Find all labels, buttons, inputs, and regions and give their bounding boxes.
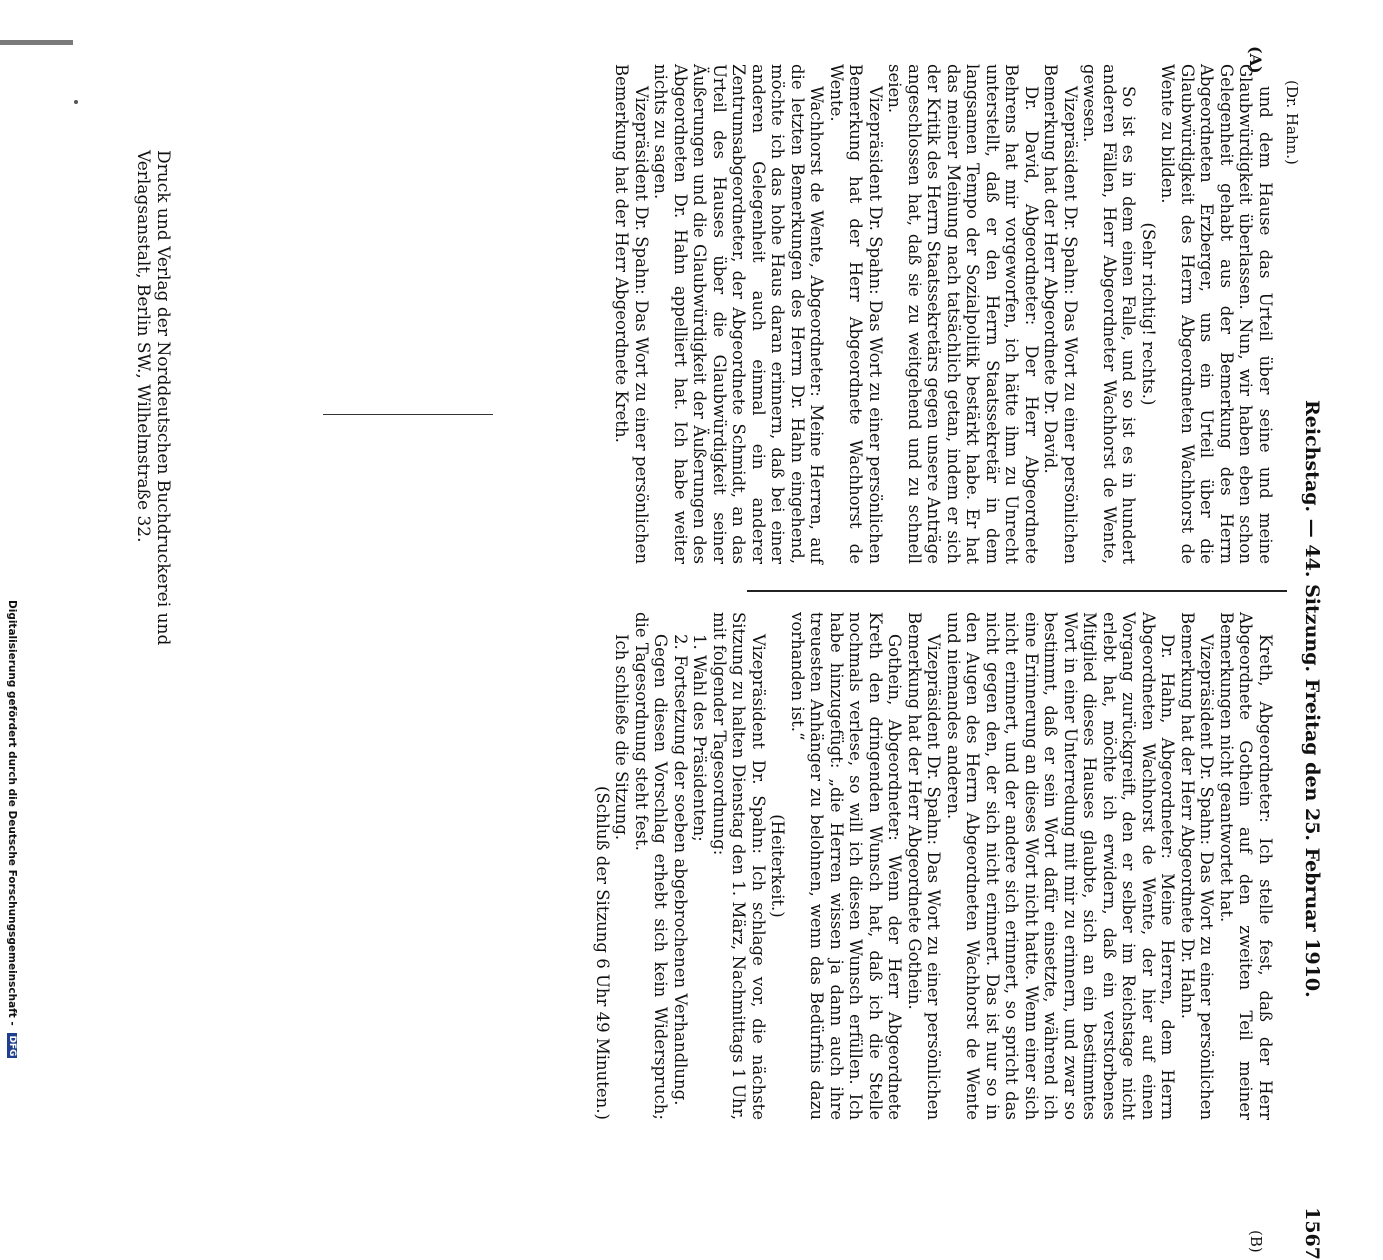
paragraph: Vizepräsident Dr. Spahn: Das Wort zu einer persönlichen Bemerkung hat der Herr Abgeordnete Wachhorst de Wente.	[827, 64, 885, 564]
paragraph: So ist es in dem einen Falle, und so ist es in hundert anderen Fällen, Herr Abgeordneter Wachhorst de Wente, gewesen.	[1080, 64, 1139, 564]
page-number: 1567	[1301, 1207, 1323, 1260]
right-text-column	[593, 612, 1276, 1120]
annotation-line: (Schluß der Sitzung 6 Uhr 49 Minuten.)	[593, 786, 612, 1120]
paragraph: 2. Fortsetzung der soeben abgebrochenen Verhandlung.	[671, 634, 690, 1106]
paragraph: Vizepräsident Dr. Spahn: Das Wort zu einer persönlichen Bemerkung hat der Herr Abgeordnete Dr. Hahn.	[1178, 612, 1217, 1120]
paragraph: Vizepräsident Dr. Spahn: Ich schlage vor, die nächste Sitzung zu halten Dienstag den 1. März, Nachmittags 1 Uhr, mit folgender Tagesordnung:	[710, 612, 768, 1120]
page-title: Reichstag. — 44. Sitzung. Freitag den 25. Februar 1910.	[1301, 400, 1323, 998]
paragraph: Gegen diesen Vorschlag erhebt sich kein Widerspruch; die Tagesordnung steht fest.	[632, 612, 671, 1120]
paragraph: Gothein, Abgeordneter: Wenn der Herr Abgeordnete Kreth den dringenden Wunsch hat, daß ich die Stelle nochmals verlese, so will ich diesen Wunsch erfüllen. Ich habe hinzugefügt: „die Herren wissen ja dann auch ihre treuesten Anhänger zu belohnen, wenn das Bedürfnis dazu vorhanden ist.“	[788, 612, 905, 1120]
running-head-speaker: (Dr. Hahn.)	[1283, 80, 1301, 165]
annotation-line: (Sehr richtig! rechts.)	[1139, 222, 1158, 406]
footer-strip	[0, 0, 20, 1057]
printer-imprint: Druck und Verlag der Norddeutschen Buchdruckerei und Verlagsanstalt, Berlin SW., Wilhelmstraße 32.	[133, 150, 173, 646]
digitization-credit	[6, 600, 18, 1057]
margin-marker-b: (B)	[1247, 1230, 1265, 1253]
dfg-logo-icon: DFG	[7, 1035, 17, 1057]
scan-line	[323, 414, 493, 415]
column-divider	[747, 590, 1287, 592]
paragraph: Vizepräsident Dr. Spahn: Das Wort zu einer persönlichen Bemerkung hat der Herr Abgeordnete Dr. David.	[1041, 64, 1080, 564]
page-header	[1283, 40, 1323, 1260]
margin-marker-a: (A)	[1246, 46, 1265, 74]
paragraph: Vizepräsident Dr. Spahn: Das Wort zu einer persönlichen Bemerkung hat der Herr Abgeordnete Gothein.	[905, 612, 944, 1120]
paragraph: 1. Wahl des Präsidenten;	[690, 634, 710, 842]
digitization-text: Digitalisierung gefördert durch die Deutsche Forschungsgemeinschaft -	[6, 600, 18, 1026]
scan-dot	[74, 100, 78, 104]
paragraph: Wachhorst de Wente, Abgeordneter: Meine Herren, auf die letzten Bemerkungen des Herrn Dr. Hahn eingehend, möchte ich das hohe Haus daran erinnern, daß bei einer anderen Gelegenheit auch einmal ein anderer Zentrumsabgeordneter, der Abgeordnete Schmidt, an das Urteil des Hauses über die Glaubwürdigkeit seiner Äußerungen und die Glaubwürdigkeit der Äußerungen des Abgeordneten Dr. Hahn appelliert hat. Ich habe weiter nichts zu sagen.	[651, 64, 827, 564]
annotation-line: (Heiterkeit.)	[768, 814, 788, 918]
paragraph: und dem Hause das Urteil über seine und meine Glaubwürdigkeit überlassen. Nun, wir haben eben schon Gelegenheit gehabt aus der Bemerkung des Herrn Abgeordneten Erzberger, uns ein Urteil über die Glaubwürdigkeit des Herrn Abgeordneten Wachhorst de Wente zu bilden.	[1158, 64, 1275, 564]
paragraph: Ich schließe die Sitzung.	[612, 634, 632, 841]
paragraph: Dr. Hahn, Abgeordneter: Meine Herren, dem Herrn Abgeordneten Wachhorst de Wente, der hier auf einen Vorgang zurückgreift, den er selber im Reichstage nicht erlebt hat, möchte ich erwidern, daß ein verstorbenes Mitglied dieses Hauses glaubte, sich an ein bestimmtes Wort in einer Unterredung mit mir zu erinnern, und zwar so bestimmt, daß er sein Wort dafür einsetzte, während ich eine Erinnerung an dieses Wort nicht hatte. Wenn einer sich nicht erinnert, und der andere sich erinnert, so spricht das nicht gegen den, der sich nicht erinnert. Das ist nur so in den Augen des Herrn Abgeordneten Wachhorst de Wente und niemandes anderen.	[944, 612, 1178, 1120]
paragraph: Vizepräsident Dr. Spahn: Das Wort zu einer persönlichen Bemerkung hat der Herr Abgeordnete Kreth.	[612, 64, 651, 564]
paragraph: Kreth, Abgeordneter: Ich stelle fest, daß der Herr Abgeordnete Gothein auf den zweiten Teil meiner Bemerkungen nicht geantwortet hat.	[1217, 612, 1275, 1120]
left-text-column	[612, 64, 1275, 564]
paragraph: Dr. David, Abgeordneter: Der Herr Abgeordnete Behrens hat mir vorgeworfen, ich hätte ihm zu Unrecht unterstellt, daß er den Herrn Staatssekretär in dem langsamen Tempo der Sozialpolitik bestärkt habe. Er hat das meiner Meinung nach tatsächlich getan, indem er sich der Kritik des Herrn Staatssekretärs gegen unsere Anträge angeschlossen hat, daß sie zu weitgehend und zu schnell seien.	[885, 64, 1041, 564]
